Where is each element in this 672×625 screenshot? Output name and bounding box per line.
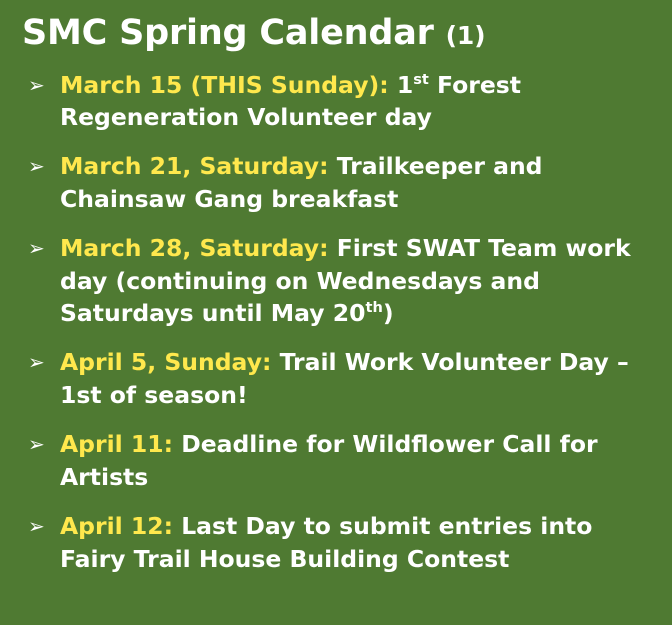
- item-text-pre: 1: [396, 70, 414, 99]
- bullet-arrow-icon: ➢: [28, 236, 45, 261]
- item-date: April 12:: [60, 512, 173, 541]
- item-date: April 5, Sunday:: [60, 348, 272, 377]
- item-text: Trail Work Volunteer Day – 1st of season!: [60, 348, 629, 409]
- calendar-list: [22, 69, 652, 575]
- list-item: [22, 428, 652, 493]
- item-superscript: st: [413, 70, 429, 88]
- item-superscript: th: [365, 299, 383, 317]
- item-text: Last Day to submit entries into Fairy Trail House Building Contest: [60, 512, 593, 573]
- item-date: March 15 (THIS Sunday):: [60, 70, 389, 99]
- page-title: [22, 14, 652, 53]
- list-item: [22, 150, 652, 215]
- item-text: Deadline for Wildflower Call for Artists: [60, 430, 598, 491]
- item-text-pre: First SWAT Team work day (continuing on Wednesdays and Saturdays until May 20: [60, 234, 631, 328]
- list-item: [22, 232, 652, 329]
- item-date: April 11:: [60, 430, 173, 459]
- bullet-arrow-icon: ➢: [28, 514, 45, 539]
- bullet-arrow-icon: ➢: [28, 154, 45, 179]
- item-date: March 28, Saturday:: [60, 234, 329, 263]
- item-date: March 21, Saturday:: [60, 152, 329, 181]
- bullet-arrow-icon: ➢: [28, 432, 45, 457]
- list-item: [22, 346, 652, 411]
- item-text: Trailkeeper and Chainsaw Gang breakfast: [60, 152, 543, 213]
- page-title-main: SMC Spring Calendar: [22, 13, 434, 53]
- item-text: Forest Regeneration Volunteer day: [60, 70, 522, 131]
- item-text: ): [382, 299, 394, 328]
- bullet-arrow-icon: ➢: [28, 350, 45, 375]
- bullet-arrow-icon: ➢: [28, 72, 45, 97]
- list-item: [22, 510, 652, 575]
- page-title-suffix: (1): [445, 21, 486, 50]
- list-item: [22, 69, 652, 134]
